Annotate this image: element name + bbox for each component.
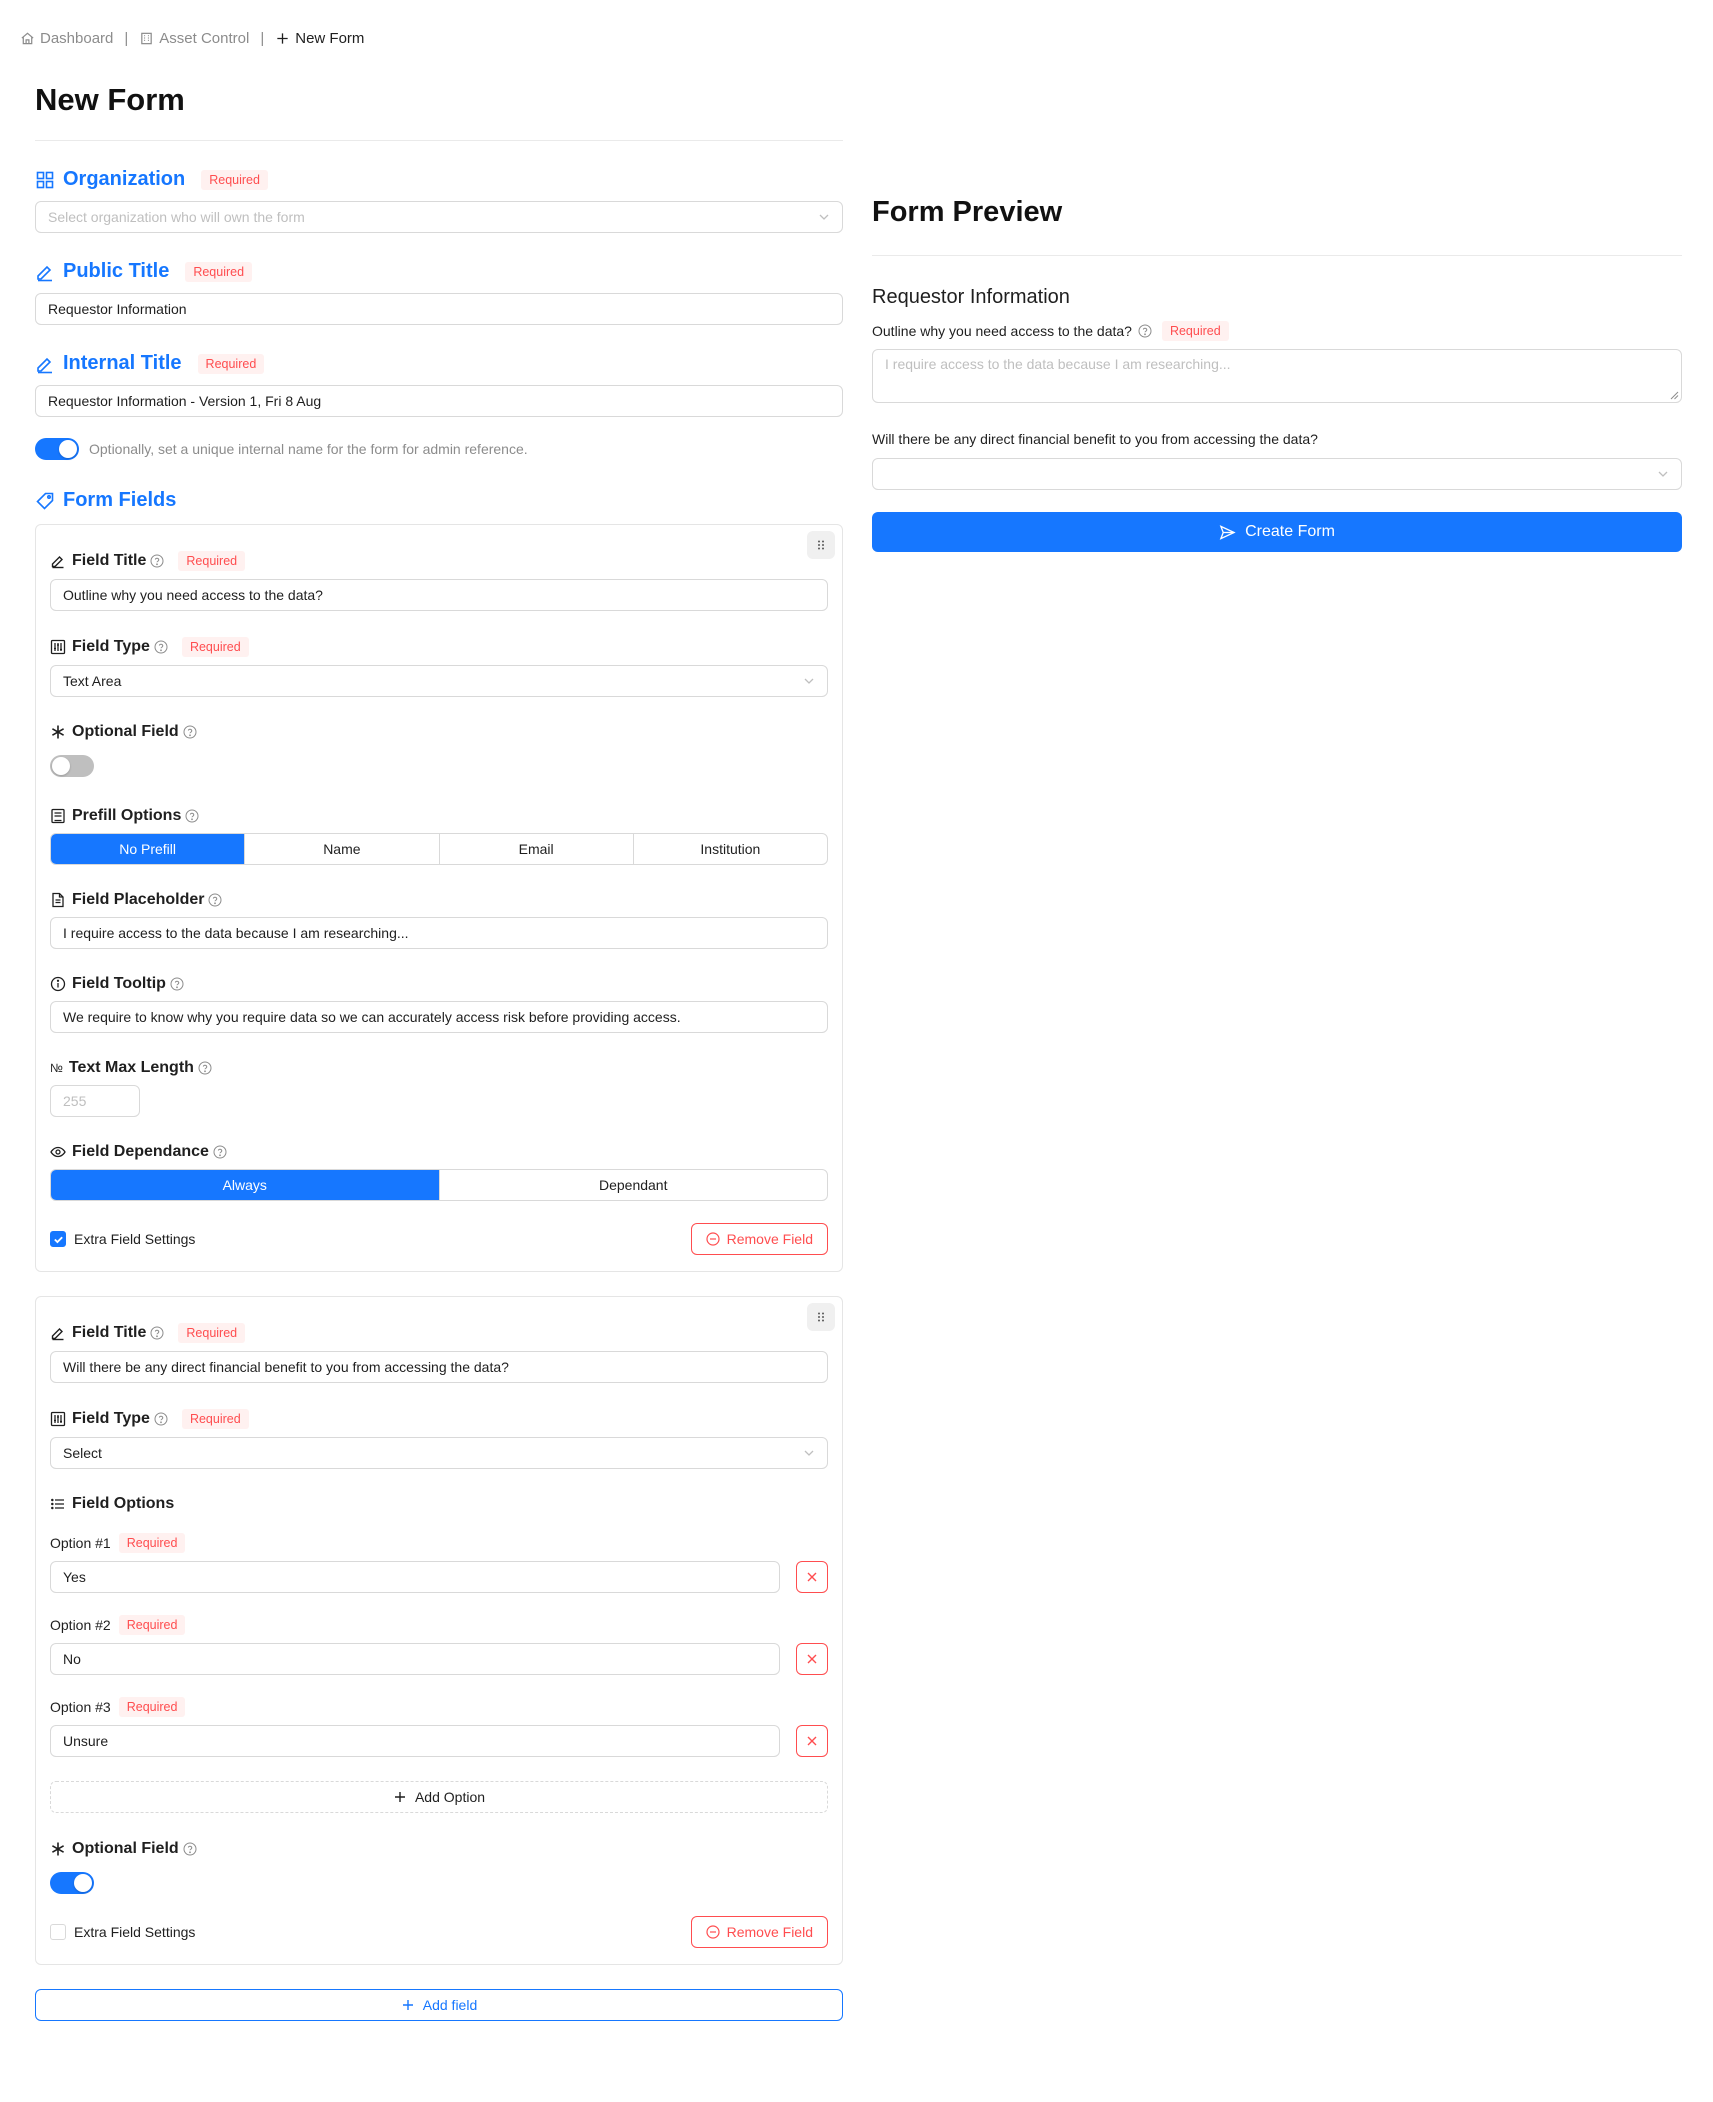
- chevron-down-icon: [803, 1447, 815, 1459]
- check-icon: [53, 1234, 64, 1245]
- required-badge: Required: [178, 551, 245, 571]
- close-icon: [805, 1652, 819, 1666]
- preview-question-label: [872, 431, 1682, 447]
- add-field-button[interactable]: [35, 1989, 843, 2021]
- field-tooltip-text: Field Tooltip: [72, 975, 166, 992]
- extra-field-settings-checkbox[interactable]: [50, 1924, 195, 1940]
- organization-placeholder: Select organization who will own the form: [48, 209, 305, 225]
- sliders-icon: [50, 639, 66, 655]
- option-value: Unsure: [63, 1733, 109, 1749]
- required-badge: Required: [119, 1615, 186, 1635]
- internal-title-label: Internal Title: [63, 352, 182, 374]
- preview-subtitle: Requestor Information: [872, 286, 1070, 308]
- chevron-down-icon: [1657, 468, 1669, 480]
- question-icon[interactable]: [154, 1412, 168, 1426]
- option-label: [50, 1533, 828, 1553]
- close-icon: [805, 1734, 819, 1748]
- remove-option-button[interactable]: [796, 1561, 828, 1593]
- public-title-label: Public Title: [63, 260, 170, 282]
- required-badge: Required: [182, 1409, 249, 1429]
- optional-field-label: [50, 723, 828, 741]
- field-title-label: [50, 551, 828, 571]
- optional-field-text: Optional Field: [72, 1840, 179, 1857]
- eye-icon: [50, 1144, 66, 1160]
- prefill-options-label: [50, 807, 828, 825]
- sliders-icon: [50, 1411, 66, 1427]
- required-badge: Required: [182, 637, 249, 657]
- breadcrumb: [20, 30, 364, 47]
- field-type-label: [50, 637, 828, 657]
- organization-select[interactable]: [35, 201, 843, 233]
- required-badge: Required: [119, 1697, 186, 1717]
- remove-field-button[interactable]: [691, 1916, 828, 1948]
- question-icon[interactable]: [198, 1061, 212, 1075]
- remove-field-label: Remove Field: [726, 1924, 813, 1940]
- field-title-value: Will there be any direct financial benefit to you from accessing the data?: [63, 1359, 509, 1375]
- internal-title-input[interactable]: [35, 385, 843, 417]
- optional-field-label: [50, 1840, 828, 1858]
- text-max-length-label: [50, 1059, 828, 1077]
- field-tooltip-label: [50, 975, 828, 993]
- question-icon[interactable]: [150, 1326, 164, 1340]
- field-card: [35, 1296, 843, 1965]
- question-icon[interactable]: [1138, 324, 1152, 338]
- field-type-select[interactable]: [50, 665, 828, 697]
- internal-title-value: Requestor Information - Version 1, Fri 8 Aug: [48, 393, 322, 409]
- preview-textarea[interactable]: [872, 349, 1682, 403]
- extra-field-settings-label: Extra Field Settings: [74, 1231, 196, 1247]
- list-icon: [50, 1496, 66, 1512]
- optional-field-toggle[interactable]: [50, 1872, 94, 1894]
- toggle-hint: Optionally, set a unique internal name for the form for admin reference.: [89, 441, 528, 457]
- field-placeholder-text: Field Placeholder: [72, 891, 205, 908]
- home-icon: [20, 31, 35, 46]
- question-icon[interactable]: [208, 893, 222, 907]
- internal-name-toggle[interactable]: [35, 438, 79, 460]
- question-icon[interactable]: [185, 809, 199, 823]
- breadcrumb-dashboard[interactable]: [20, 30, 113, 47]
- preview-title: Form Preview: [872, 196, 1063, 228]
- prefill-option-email[interactable]: Email: [439, 834, 633, 864]
- minus-circle-icon: [706, 1232, 720, 1246]
- option-row: [50, 1643, 828, 1675]
- preview-question-label: [872, 321, 1682, 341]
- field-type-text: Field Type: [72, 638, 150, 655]
- required-badge: Required: [185, 262, 252, 282]
- field-placeholder-input[interactable]: [50, 917, 828, 949]
- option-input[interactable]: [50, 1725, 780, 1757]
- tag-icon: [35, 491, 55, 511]
- dependance-option-always[interactable]: Always: [51, 1170, 439, 1200]
- asterisk-icon: [50, 724, 66, 740]
- field-options-label: [50, 1495, 828, 1513]
- checkbox[interactable]: [50, 1231, 66, 1247]
- close-icon: [805, 1570, 819, 1584]
- question-icon[interactable]: [183, 1842, 197, 1856]
- plus-icon: [275, 31, 290, 46]
- prefill-option-name[interactable]: Name: [244, 834, 438, 864]
- text-max-length-input[interactable]: [50, 1085, 140, 1117]
- option-row: [50, 1725, 828, 1757]
- breadcrumb-label: New Form: [295, 30, 365, 47]
- option-label-text: Option #1: [50, 1535, 111, 1551]
- divider: [35, 140, 843, 141]
- resize-grip-icon[interactable]: [1669, 390, 1679, 400]
- field-type-value: Text Area: [63, 673, 122, 689]
- field-tooltip-input[interactable]: [50, 1001, 828, 1033]
- signature-icon: [50, 1325, 66, 1341]
- drag-handle-icon: [815, 1311, 827, 1323]
- preview-question-text: Will there be any direct financial benefit to you from accessing the data?: [872, 431, 1318, 447]
- option-input[interactable]: [50, 1561, 780, 1593]
- signature-icon: [35, 354, 55, 374]
- question-icon[interactable]: [213, 1145, 227, 1159]
- form-fields-heading: [35, 489, 843, 512]
- page-title: New Form: [35, 82, 185, 117]
- required-badge: Required: [1162, 321, 1229, 341]
- field-title-input[interactable]: [50, 579, 828, 611]
- option-input[interactable]: [50, 1643, 780, 1675]
- required-badge: Required: [201, 170, 268, 190]
- prefill-segmented: [50, 833, 828, 865]
- prefill-option-no-prefill[interactable]: No Prefill: [51, 834, 244, 864]
- preview-textarea-placeholder: I require access to the data because I am researching...: [885, 356, 1231, 372]
- form-icon: [50, 808, 66, 824]
- field-options-text: Field Options: [72, 1495, 175, 1512]
- optional-field-text: Optional Field: [72, 723, 179, 740]
- checkbox[interactable]: [50, 1924, 66, 1940]
- prefill-options-text: Prefill Options: [72, 807, 182, 824]
- number-sign-icon: №: [50, 1061, 63, 1075]
- question-icon[interactable]: [170, 977, 184, 991]
- field-dependance-text: Field Dependance: [72, 1143, 209, 1160]
- organization-label: Organization: [63, 168, 186, 190]
- remove-option-button[interactable]: [796, 1725, 828, 1757]
- send-icon: [1219, 524, 1236, 541]
- prefill-option-institution[interactable]: Institution: [633, 834, 827, 864]
- field-type-label: [50, 1409, 828, 1429]
- breadcrumb-label: Asset Control: [159, 30, 250, 47]
- extra-field-settings-label: Extra Field Settings: [74, 1924, 196, 1940]
- internal-title-heading: [35, 352, 843, 375]
- optional-field-toggle[interactable]: [50, 755, 94, 777]
- field-placeholder-label: [50, 891, 828, 909]
- form-preview: [872, 196, 1682, 552]
- option-value: Yes: [63, 1569, 86, 1585]
- text-max-length-placeholder: 255: [63, 1093, 87, 1109]
- plus-icon: [393, 1790, 407, 1804]
- required-badge: Required: [119, 1533, 186, 1553]
- public-title-value: Requestor Information: [48, 301, 187, 317]
- field-type-value: Select: [63, 1445, 102, 1461]
- internal-name-toggle-row: [35, 438, 843, 460]
- option-label: [50, 1697, 828, 1717]
- signature-icon: [50, 553, 66, 569]
- dependance-segmented: [50, 1169, 828, 1201]
- field-title-text: Field Title: [72, 552, 147, 569]
- public-title-input[interactable]: [35, 293, 843, 325]
- asterisk-icon: [50, 1841, 66, 1857]
- breadcrumb-separator: |: [124, 30, 129, 47]
- breadcrumb-separator: |: [260, 30, 265, 47]
- question-icon[interactable]: [183, 725, 197, 739]
- remove-field-label: Remove Field: [726, 1231, 813, 1247]
- option-value: No: [63, 1651, 81, 1667]
- option-label-text: Option #3: [50, 1699, 111, 1715]
- option-label-text: Option #2: [50, 1617, 111, 1633]
- drag-handle[interactable]: [807, 531, 835, 559]
- create-form-label: Create Form: [1245, 523, 1335, 540]
- public-title-heading: [35, 260, 843, 283]
- card-footer: [50, 1223, 828, 1255]
- grid-icon: [35, 170, 55, 190]
- breadcrumb-new-form: [275, 30, 364, 47]
- option-label: [50, 1615, 828, 1635]
- drag-handle-icon: [815, 539, 827, 551]
- field-tooltip-value: We require to know why you require data so we can accurately access risk before providing access.: [63, 1009, 681, 1025]
- building-icon: [139, 31, 154, 46]
- preview-select[interactable]: [872, 458, 1682, 490]
- chevron-down-icon: [803, 675, 815, 687]
- required-badge: Required: [178, 1323, 245, 1343]
- dependance-option-dependant[interactable]: Dependant: [439, 1170, 828, 1200]
- add-option-button[interactable]: [50, 1781, 828, 1813]
- form-fields-label: Form Fields: [63, 489, 177, 511]
- field-title-value: Outline why you need access to the data?: [63, 587, 323, 603]
- breadcrumb-asset-control[interactable]: [139, 30, 249, 47]
- field-placeholder-value: I require access to the data because I am researching...: [63, 925, 409, 941]
- field-dependance-label: [50, 1143, 828, 1161]
- field-title-label: [50, 1323, 828, 1343]
- field-title-text: Field Title: [72, 1324, 147, 1341]
- extra-field-settings-checkbox[interactable]: [50, 1231, 195, 1247]
- drag-handle[interactable]: [807, 1303, 835, 1331]
- card-footer: [50, 1916, 828, 1948]
- text-max-length-text: Text Max Length: [68, 1059, 194, 1076]
- required-badge: Required: [198, 354, 265, 374]
- option-row: [50, 1561, 828, 1593]
- form-editor: [35, 168, 843, 2021]
- chevron-down-icon: [818, 211, 830, 223]
- question-icon[interactable]: [154, 640, 168, 654]
- info-icon: [50, 976, 66, 992]
- add-option-label: Add Option: [414, 1789, 486, 1805]
- remove-option-button[interactable]: [796, 1643, 828, 1675]
- breadcrumb-label: Dashboard: [40, 30, 114, 47]
- preview-question-text: Outline why you need access to the data?: [872, 323, 1132, 339]
- question-icon[interactable]: [150, 554, 164, 568]
- organization-heading: [35, 168, 843, 191]
- field-card: [35, 524, 843, 1272]
- field-title-input[interactable]: [50, 1351, 828, 1383]
- create-form-button[interactable]: [872, 512, 1682, 552]
- field-type-text: Field Type: [72, 1410, 150, 1427]
- document-icon: [50, 892, 66, 908]
- minus-circle-icon: [706, 1925, 720, 1939]
- field-type-select[interactable]: [50, 1437, 828, 1469]
- signature-icon: [35, 262, 55, 282]
- plus-icon: [401, 1998, 415, 2012]
- remove-field-button[interactable]: [691, 1223, 828, 1255]
- add-field-label: Add field: [422, 1997, 478, 2013]
- divider: [872, 255, 1682, 256]
